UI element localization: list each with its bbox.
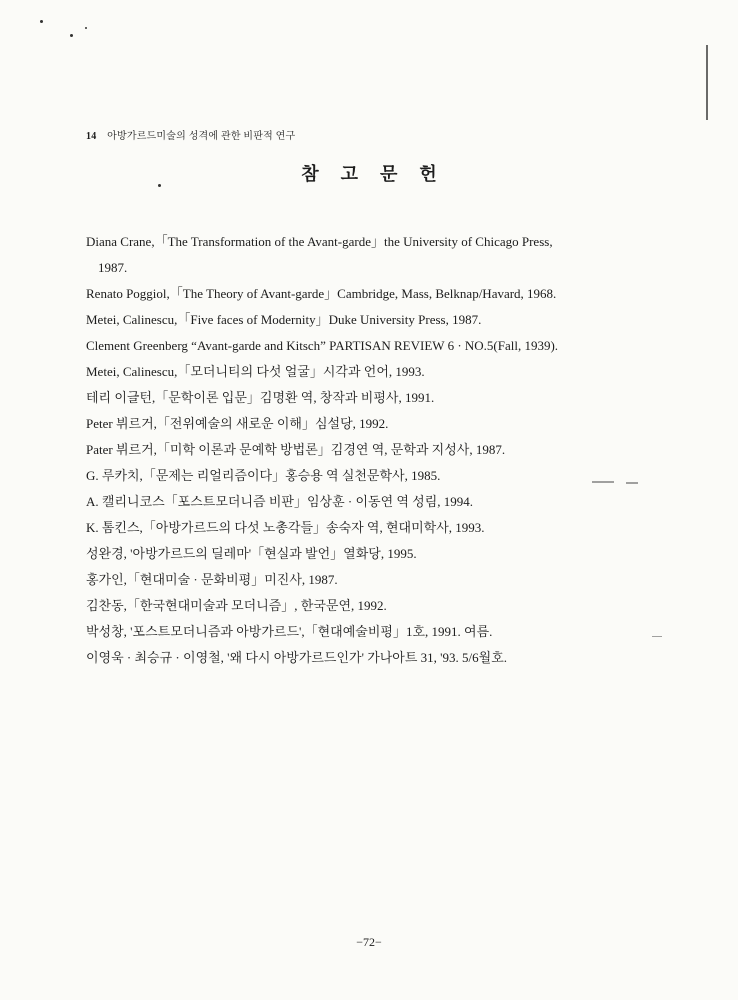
reference-item: [86, 645, 646, 671]
reference-item: [86, 515, 646, 541]
reference-item: [86, 333, 646, 359]
header-page-number: 14: [86, 131, 97, 142]
reference-text: Clement Greenberg “Avant-garde and Kitsch” PARTISAN REVIEW 6 · NO.5(Fall, 1939).: [86, 338, 559, 353]
reference-item: [86, 489, 646, 515]
reference-item: [86, 541, 646, 567]
reference-text: K. 톰킨스,「아방가르드의 다섯 노총각들」송숙자 역, 현대미학사, 1993.: [86, 520, 485, 535]
reference-text: A. 캘리니코스「포스트모더니즘 비판」임상훈 · 이동연 역 성림, 1994.: [86, 494, 474, 509]
reference-item: [86, 307, 646, 333]
reference-text: G. 루카치,「문제는 리얼리즘이다」홍승용 역 실천문학사, 1985.: [86, 468, 441, 483]
reference-item: [86, 229, 646, 281]
page-footer-number: −72−: [356, 935, 382, 949]
reference-text: Renato Poggiol,「The Theory of Avant-garde」Cambridge, Mass, Belknap/Havard, 1968.: [86, 286, 557, 301]
reference-text: 테리 이글턴,「문학이론 입문」김명환 역, 창작과 비평사, 1991.: [86, 390, 435, 405]
scan-speck: [40, 20, 43, 23]
scan-edge-mark: [706, 45, 708, 120]
page-title: 참고문헌: [301, 164, 459, 184]
scan-mark: [652, 636, 662, 637]
reference-text: Metei, Calinescu,「모더니티의 다섯 얼굴」시각과 언어, 1993.: [86, 364, 425, 379]
reference-item: [86, 411, 646, 437]
scan-speck: [85, 27, 87, 29]
reference-text: 박성창, '포스트모더니즘과 아방가르드',「현대예술비평」1호, 1991. 여름.: [86, 624, 493, 639]
scan-speck: [70, 34, 73, 37]
header-running-title: 아방가르드미술의 성격에 관한 비판적 연구: [107, 131, 296, 142]
reference-item: [86, 463, 646, 489]
reference-text: 성완경, '아방가르드의 딜레마'「현실과 발언」열화당, 1995.: [86, 546, 417, 561]
reference-item: [86, 567, 646, 593]
reference-text: Peter 뷔르거,「전위예술의 새로운 이해」심설당, 1992.: [86, 416, 389, 431]
reference-item: [86, 437, 646, 463]
reference-item: [86, 619, 646, 645]
reference-list: [86, 229, 646, 671]
reference-text-continued: 1987.: [98, 260, 128, 275]
reference-item: [86, 281, 646, 307]
reference-text: Diana Crane,「The Transformation of the Avant-garde」the University of Chicago Press,: [86, 234, 553, 249]
reference-item: [86, 359, 646, 385]
running-header: [86, 127, 295, 142]
reference-text: 홍가인,「현대미술 · 문화비평」미진사, 1987.: [86, 572, 338, 587]
reference-item: [86, 385, 646, 411]
reference-item: [86, 593, 646, 619]
reference-text: 김찬동,「한국현대미술과 모더니즘」, 한국문연, 1992.: [86, 598, 387, 613]
reference-text: Metei, Calinescu,「Five faces of Modernity」Duke University Press, 1987.: [86, 312, 482, 327]
reference-text: 이영욱 · 최승규 · 이영철, '왜 다시 아방가르드인가' 가나아트 31, '93. 5/6월호.: [86, 650, 507, 665]
reference-text: Pater 뷔르거,「미학 이론과 문예학 방법론」김경연 역, 문학과 지성사, 1987.: [86, 442, 506, 457]
